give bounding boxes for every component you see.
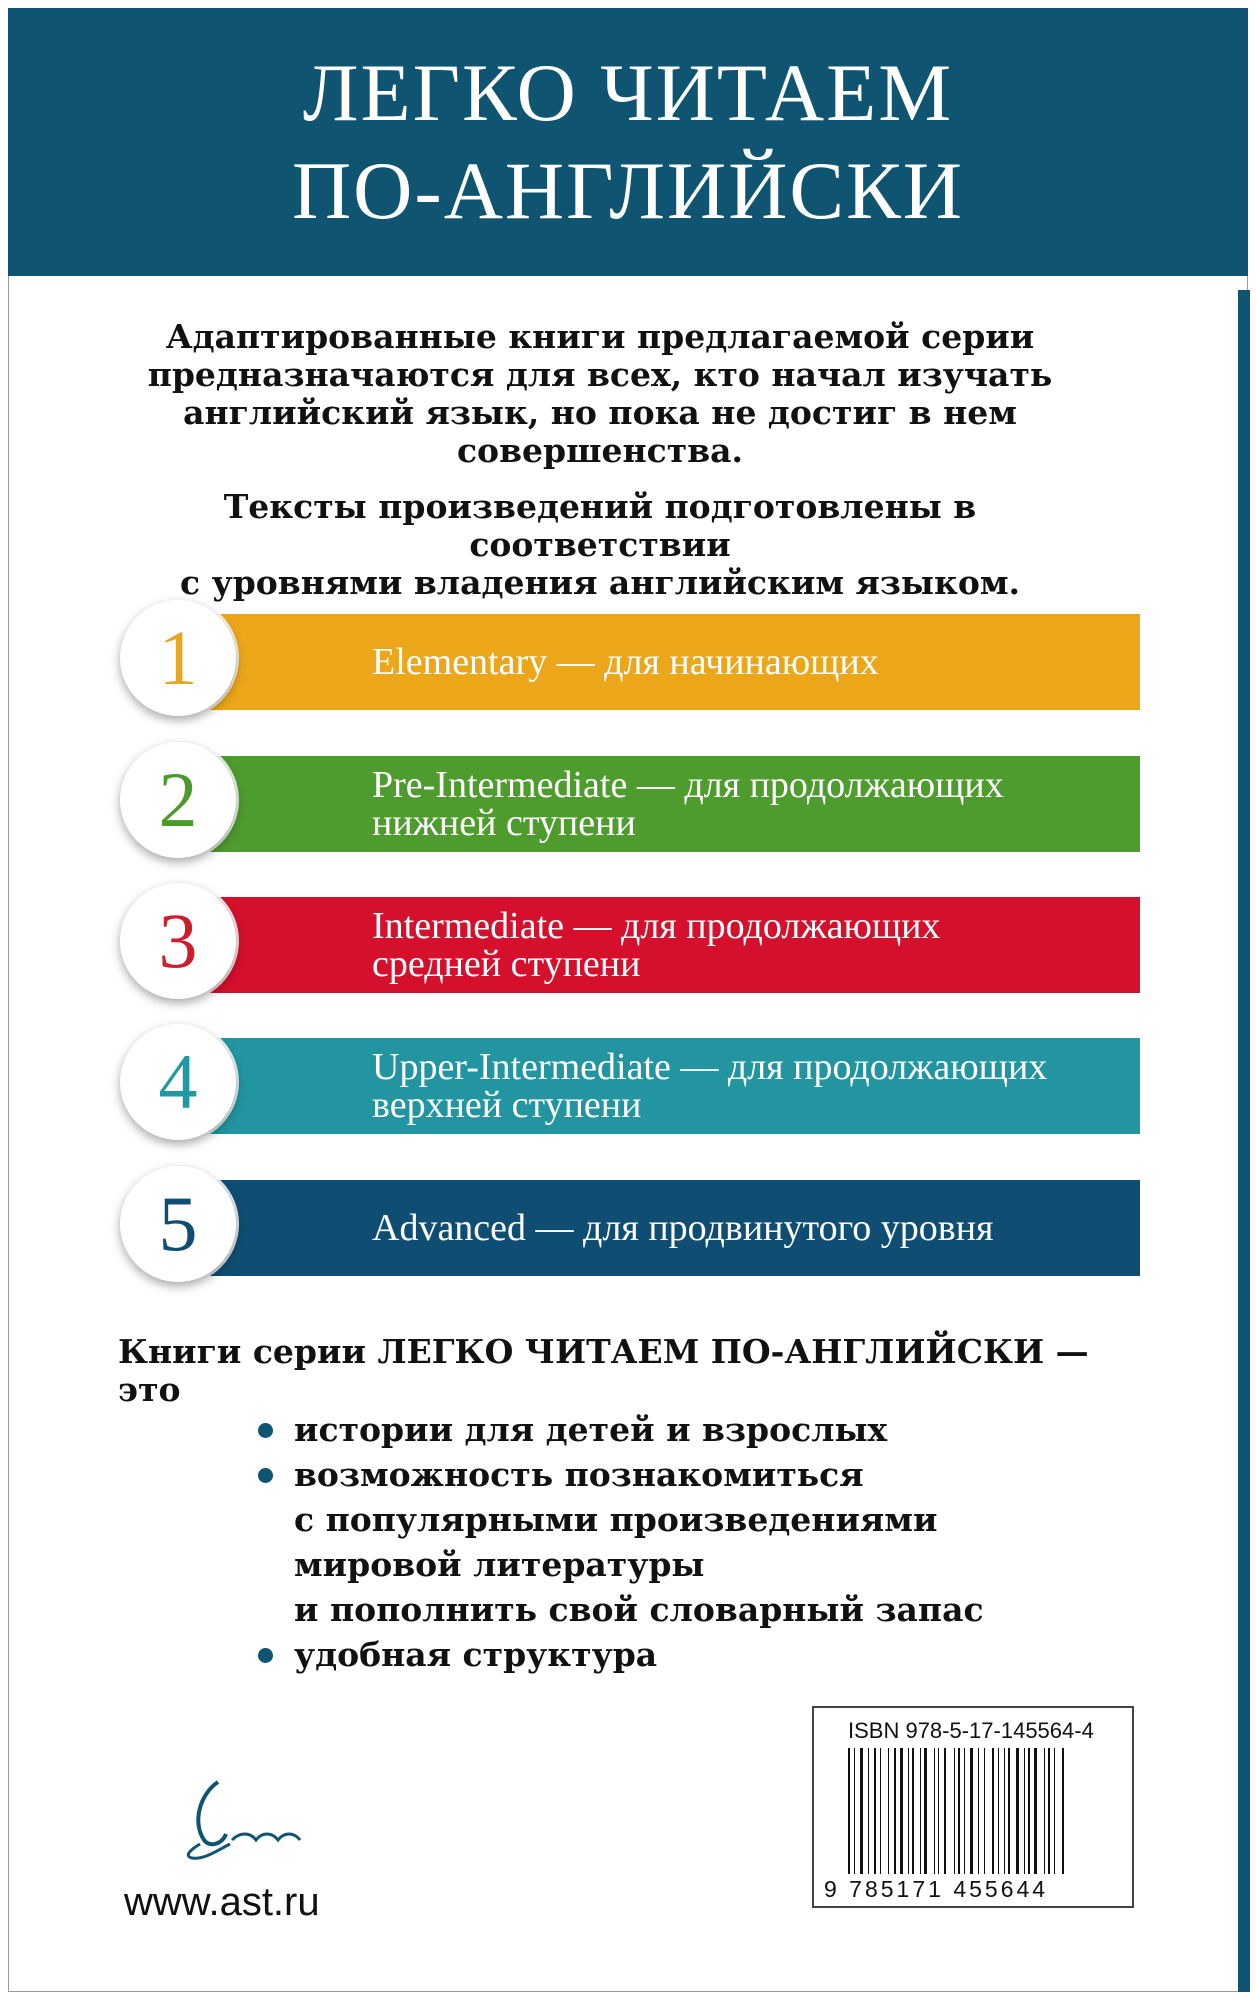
barcode-digits: 9 785171 455644 xyxy=(824,1876,1049,1902)
logo-script xyxy=(232,1834,300,1840)
level-number-badge: 4 xyxy=(120,1024,236,1140)
feature-line: мировой литературы xyxy=(294,1545,705,1584)
level-row-3 xyxy=(110,879,1140,997)
spine-edge xyxy=(1238,290,1250,1992)
level-bar xyxy=(210,1180,1140,1276)
feature-line: возможность познакомиться xyxy=(294,1455,864,1494)
feature-item xyxy=(258,1452,1078,1632)
intro-text xyxy=(120,318,1080,602)
level-label xyxy=(372,1048,1047,1124)
feature-item xyxy=(258,1632,1078,1677)
intro-paragraph-2 xyxy=(120,488,1080,602)
barcode-bar xyxy=(1004,1748,1005,1874)
feature-line: и пополнить свой словарный запас xyxy=(294,1590,984,1629)
level-label-line-2: нижней ступени xyxy=(372,802,636,844)
level-bar xyxy=(210,1038,1140,1134)
intro-line: Тексты произведений подготовлены в соответствии xyxy=(223,487,977,564)
barcode-icon xyxy=(848,1748,1118,1874)
barcode-bar xyxy=(1016,1748,1019,1874)
barcode-bar xyxy=(992,1748,994,1874)
barcode-bar xyxy=(924,1748,927,1874)
level-label-line-1: Elementary — для начинающих xyxy=(372,641,879,683)
bullet-dot-icon xyxy=(258,1648,273,1663)
intro-line: совершенства. xyxy=(456,431,744,470)
feature-line: удобная структура xyxy=(294,1635,658,1674)
level-label xyxy=(372,907,940,983)
barcode-bar xyxy=(970,1748,973,1874)
barcode-bar xyxy=(912,1748,914,1874)
intro-line: Адаптированные книги предлагаемой серии xyxy=(165,317,1035,356)
barcode-bar xyxy=(1008,1748,1010,1874)
level-row-5 xyxy=(110,1162,1140,1280)
level-bar xyxy=(210,756,1140,852)
bullet-dot-icon xyxy=(258,1468,273,1483)
barcode-bar xyxy=(1034,1748,1037,1874)
barcode-bar xyxy=(964,1748,965,1874)
level-label xyxy=(372,643,879,681)
level-label-line-1: Intermediate — для продолжающих xyxy=(372,905,941,947)
intro-paragraph-1 xyxy=(120,318,1080,470)
feature-line: истории для детей и взрослых xyxy=(294,1410,888,1449)
level-list xyxy=(110,596,1140,1296)
barcode-bar xyxy=(900,1748,903,1874)
barcode-bar xyxy=(1044,1748,1045,1874)
level-label-line-1: Pre-Intermediate — для продолжающих xyxy=(372,764,1004,806)
bullet-dot-icon xyxy=(258,1423,273,1438)
barcode-bar xyxy=(938,1748,939,1874)
feature-line: с популярными произведениями xyxy=(294,1500,938,1539)
barcode-bar xyxy=(908,1748,909,1874)
barcode-bar xyxy=(1054,1748,1055,1874)
barcode-bar xyxy=(860,1748,863,1874)
features-list xyxy=(258,1407,1078,1677)
barcode-bar xyxy=(894,1748,896,1874)
barcode-bar xyxy=(848,1748,850,1874)
publisher-website: www.ast.ru xyxy=(124,1880,320,1924)
level-row-1 xyxy=(110,596,1140,714)
barcode-bar xyxy=(934,1748,935,1874)
feature-item xyxy=(258,1407,1078,1452)
level-number-badge: 2 xyxy=(120,742,236,858)
level-number-badge: 3 xyxy=(120,883,236,999)
series-title-line-1: ЛЕГКО ЧИТАЕМ xyxy=(302,47,954,138)
series-title-line-2: ПО-АНГЛИЙСКИ xyxy=(291,145,965,236)
level-row-2 xyxy=(110,738,1140,856)
level-number-badge: 5 xyxy=(120,1166,236,1282)
features-lead: Книги серии ЛЕГКО ЧИТАЕМ ПО-АНГЛИЙСКИ — это xyxy=(118,1332,1089,1409)
barcode-bar xyxy=(944,1748,946,1874)
barcode-bar xyxy=(998,1748,999,1874)
level-number-badge: 1 xyxy=(120,600,236,716)
level-label xyxy=(372,1209,994,1247)
logo-swirl xyxy=(198,1782,226,1844)
isbn-label: ISBN 978-5-17-145564-4 xyxy=(848,1718,1094,1743)
level-label-line-1: Upper-Intermediate — для продолжающих xyxy=(372,1046,1048,1088)
barcode-box xyxy=(812,1706,1134,1908)
intro-line: предназначаются для всех, кто начал изучать xyxy=(147,355,1053,394)
level-row-4 xyxy=(110,1020,1140,1138)
level-label-line-1: Advanced — для продвинутого уровня xyxy=(372,1207,994,1249)
barcode-bar xyxy=(958,1748,960,1874)
intro-line: с уровнями владения английским языком. xyxy=(179,563,1020,602)
barcode-bar xyxy=(868,1748,869,1874)
series-header xyxy=(8,8,1248,276)
intro-line: английский язык, но пока не достиг в нем xyxy=(183,393,1017,432)
lingua-logo xyxy=(170,1774,310,1864)
barcode-bar xyxy=(984,1748,985,1874)
barcode-bar xyxy=(874,1748,876,1874)
level-bar xyxy=(210,614,1140,710)
barcode-bar xyxy=(1048,1748,1050,1874)
barcode-bar xyxy=(854,1748,855,1874)
barcode-bar xyxy=(1028,1748,1030,1874)
barcode-bar xyxy=(888,1748,889,1874)
level-bar xyxy=(210,897,1140,993)
level-label-line-2: верхней ступени xyxy=(372,1084,642,1126)
barcode-bar xyxy=(1062,1748,1064,1874)
barcode-bar xyxy=(920,1748,921,1874)
barcode-bar xyxy=(1024,1748,1025,1874)
barcode-bar xyxy=(978,1748,979,1874)
level-label xyxy=(372,766,1004,842)
barcode-bar xyxy=(880,1748,881,1874)
logo-swirl-tail xyxy=(188,1844,230,1858)
level-label-line-2: средней ступени xyxy=(372,943,641,985)
barcode-bar xyxy=(954,1748,955,1874)
